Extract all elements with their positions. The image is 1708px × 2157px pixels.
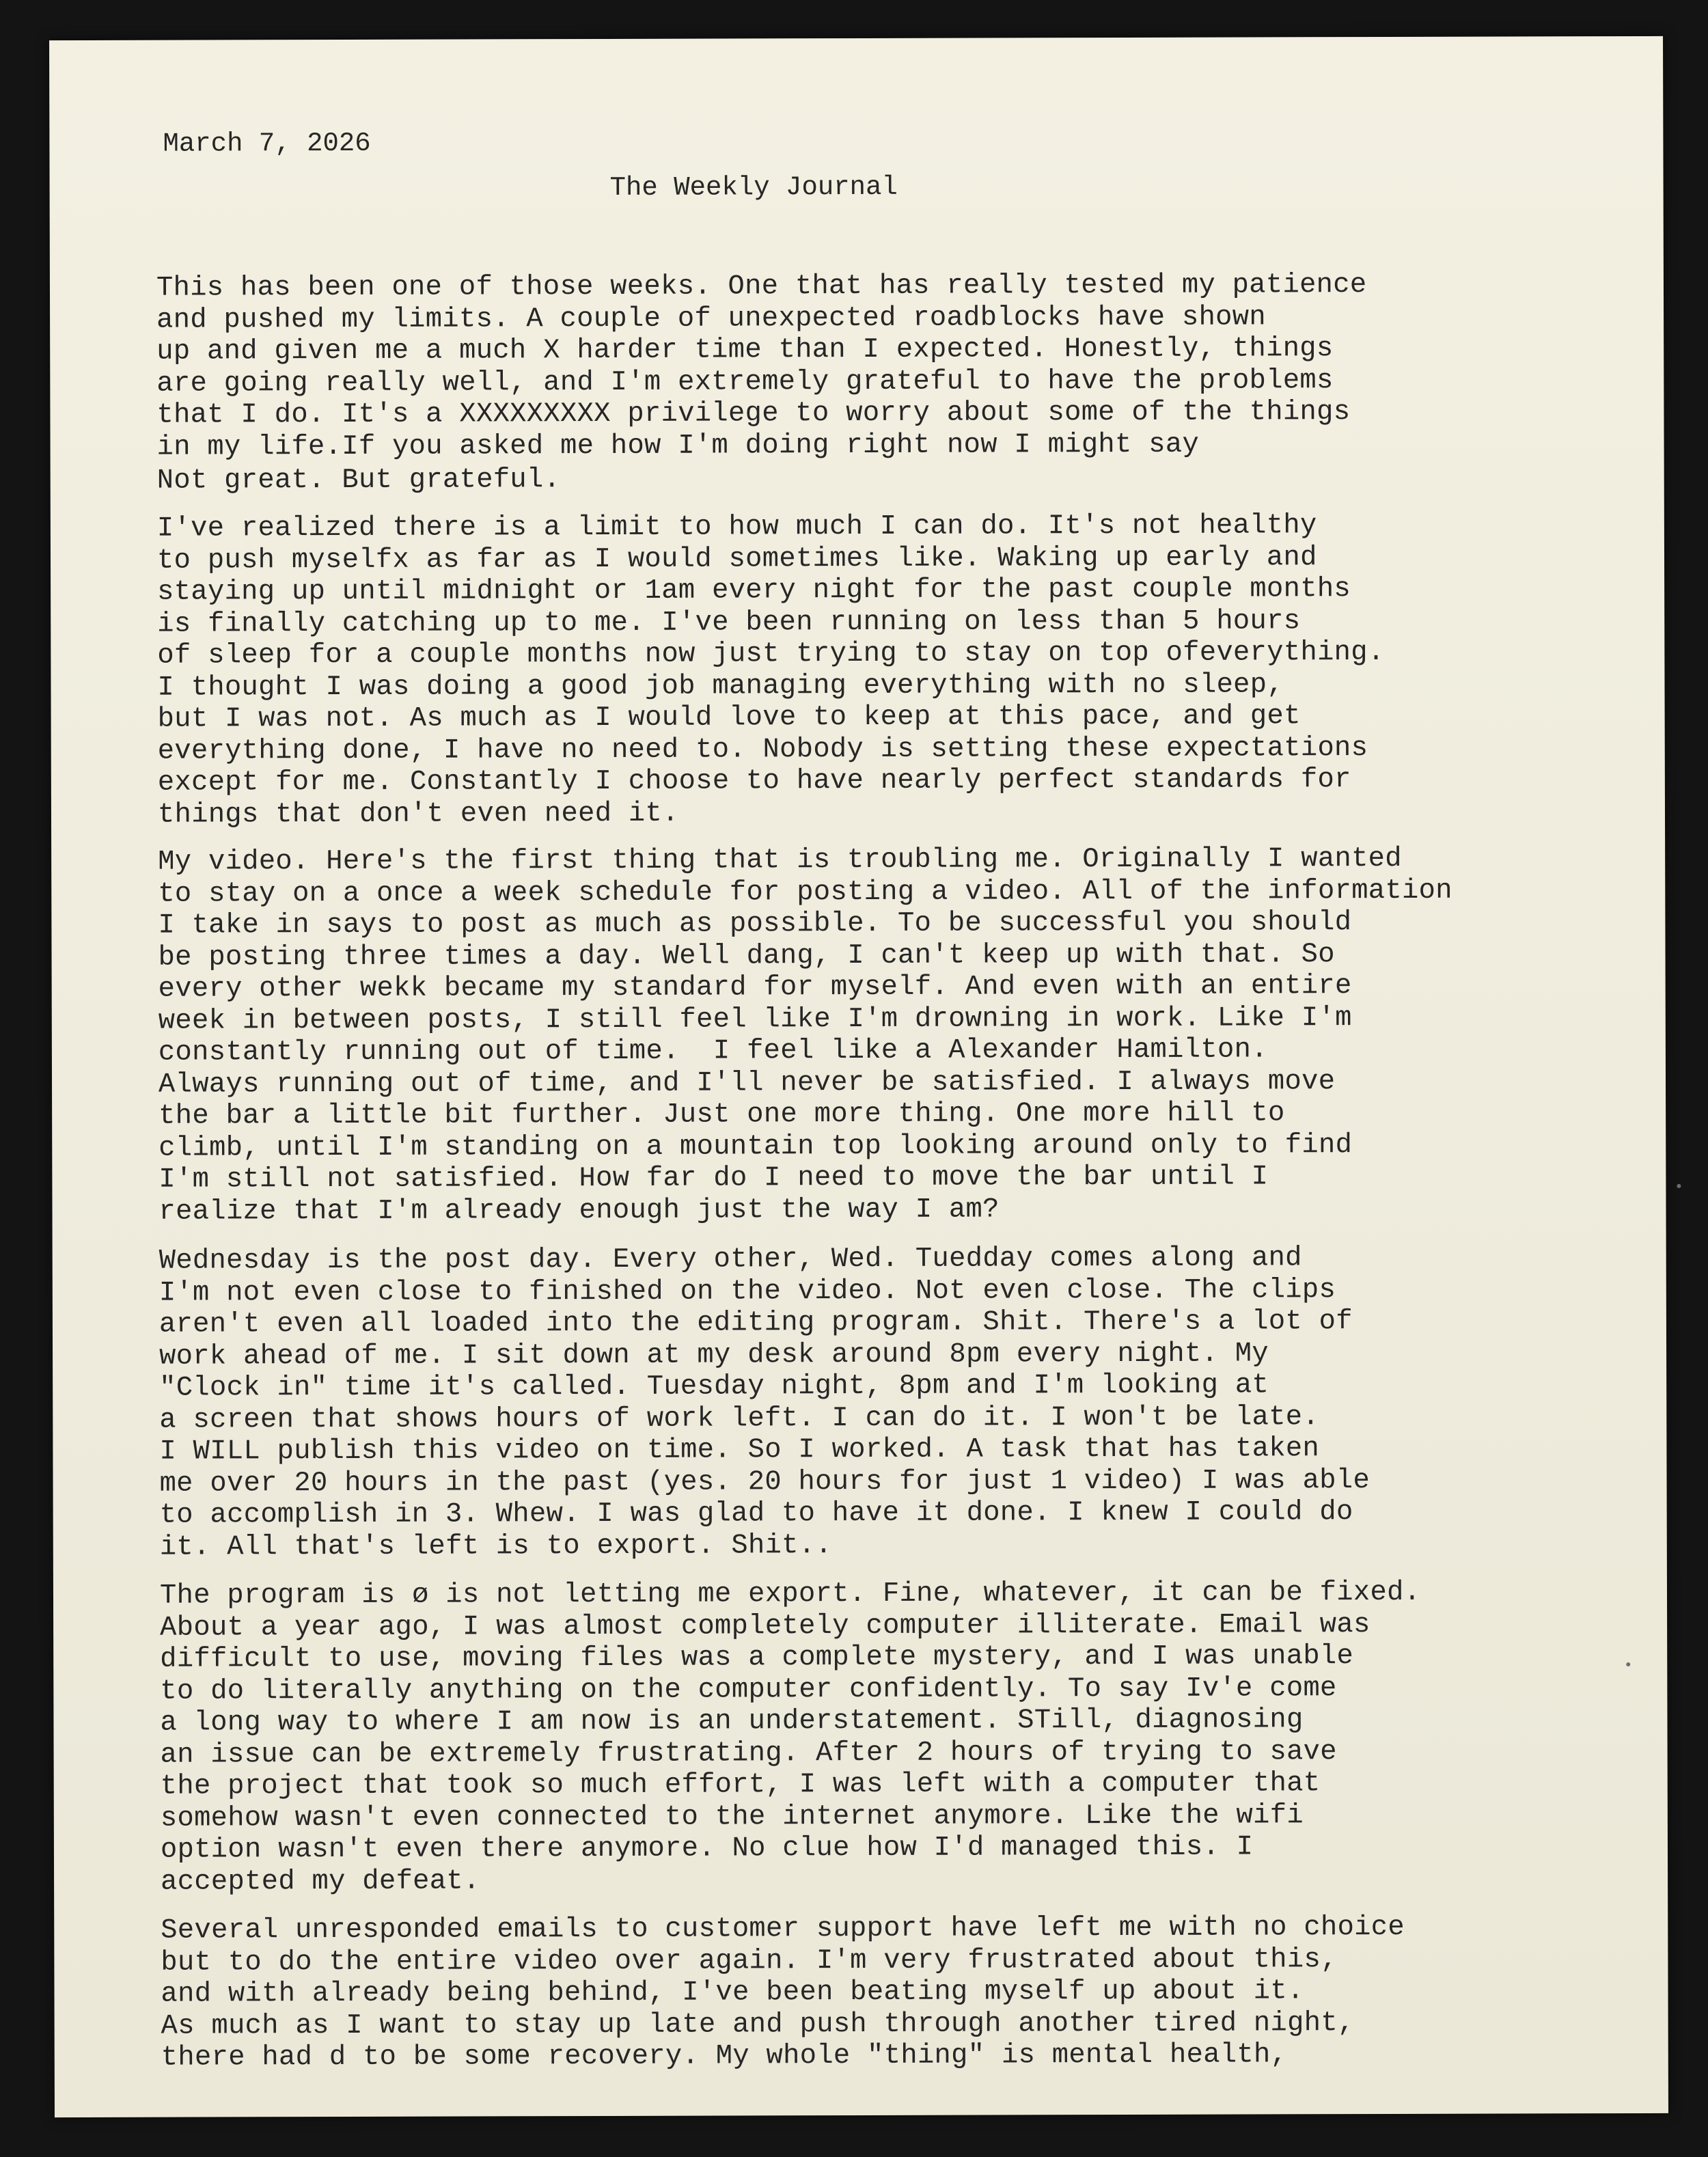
text-line: work ahead of me. I sit down at my desk around 8pm every night. My [159,1337,1269,1373]
text-line: Wednesday is the post day. Every other, Wed. Tuedday comes along and [159,1242,1302,1277]
text-line: the bar a little bit further. Just one more thing. One more hill to [159,1097,1285,1132]
text-line: I thought I was doing a good job managing everything with no sleep, [157,668,1284,704]
paragraph-2 [157,461,1640,497]
text-line: I take in says to post as much as possible. To be successful you should [158,907,1352,942]
text-line: The program is ø is not letting me export. Fine, whatever, it can be fixed. [159,1576,1421,1612]
text-line: to do literally anything on the computer confidently. To say Iv'e come [160,1672,1337,1707]
paragraph-1 [156,269,1640,463]
text-line: but to do the entire video over again. I'm very frustrated about this, [161,1943,1338,1979]
text-line: option wasn't even there anymore. No clue how I'd managed this. I [160,1831,1254,1866]
text-line: things that don't even need it. [157,797,679,831]
text-line: realize that I'm already enough just the way I am? [159,1193,1000,1228]
paper-speck [1677,1184,1681,1188]
text-line: but I was not. As much as I would love to keep at this pace, and get [157,700,1301,735]
text-line: to stay on a once a week schedule for posting a video. All of the information [158,875,1452,910]
paragraph-3 [157,509,1640,831]
text-line: every other wekk became my standard for myself. And even with an entire [158,970,1352,1005]
paragraph-6 [160,1576,1643,1898]
paper-sheet [49,36,1668,2117]
text-line: there had d to be some recovery. My whole "thing" is mental health, [161,2039,1288,2074]
text-line: everything done, I have no need to. Nobody is setting these expectations [157,732,1368,767]
journal-date: March 7, 2026 [163,128,371,159]
text-line: constantly running out of time. I feel like a Alexander Hamilton. [158,1034,1268,1069]
text-line: the project that took so much effort, I was left with a computer that [160,1768,1321,1802]
text-line: a screen that shows hours of work left. I can do it. I won't be late. [159,1401,1320,1436]
text-line: up and given me a much X harder time than I expected. Honestly, things [156,333,1334,368]
text-line: a long way to where I am now is an understatement. STill, diagnosing [160,1704,1304,1739]
paragraph-7 [161,1911,1644,2074]
text-line: in my life.If you asked me how I'm doing right now I might say [156,428,1200,463]
text-line: This has been one of those weeks. One that has really tested my patience [156,269,1367,304]
text-line: climb, until I'm standing on a mountain top looking around only to find [159,1129,1353,1164]
text-line: week in between posts, I still feel like I'm drowning in work. Like I'm [158,1002,1352,1037]
paragraph-4 [158,842,1641,1228]
text-line: I'm not even close to finished on the video. Not even close. The clips [159,1274,1336,1309]
text-line: be posting three times a day. Well dang, I can't keep up with that. So [158,938,1335,974]
text-line: I've realized there is a limit to how much I can do. It's not healthy [156,510,1317,545]
paragraph-5 [159,1241,1642,1563]
text-line: is finally catching up to me. I've been running on less than 5 hours [157,605,1301,640]
text-line: are going really well, and I'm extremely grateful to have the problems [156,364,1334,400]
text-line: Not great. But grateful. [156,464,561,497]
text-line: me over 20 hours in the past (yes. 20 hours for just 1 video) I was able [159,1464,1370,1500]
paper-speck [1626,1662,1630,1666]
text-line: About a year ago, I was almost completely computer illiterate. Email was [160,1608,1370,1644]
text-line: I'm still not satisfied. How far do I need to move the bar until I [159,1161,1269,1196]
text-line: and with already being behind, I've been beating myself up about it. [161,1975,1304,2010]
text-line: My video. Here's the first thing that is troubling me. Originally I wanted [158,842,1402,878]
text-line: staying up until midnight or 1am every night for the past couple months [157,573,1351,608]
text-line: "Clock in" time it's called. Tuesday night, 8pm and I'm looking at [159,1369,1269,1404]
text-line: to accomplish in 3. Whew. I was glad to have it done. I knew I could do [159,1496,1353,1531]
text-line: except for me. Constantly I choose to have nearly perfect standards for [157,764,1351,799]
text-line: difficult to use, moving files was a complete mystery, and I was unable [160,1640,1354,1675]
journal-title: The Weekly Journal [609,171,898,203]
text-line: As much as I want to stay up late and push through another tired night, [161,2007,1355,2042]
text-line: of sleep for a couple months now just trying to stay on top ofeverything. [157,636,1385,672]
text-line: and pushed my limits. A couple of unexpected roadblocks have shown [156,301,1267,336]
text-line: Always running out of time, and I'll never be satisfied. I always move [158,1065,1336,1101]
text-line: that I do. It's a XXXXXXXXX privilege to worry about some of the things [156,396,1351,431]
text-line: aren't even all loaded into the editing program. Shit. There's a lot of [159,1306,1353,1341]
text-line: accepted my defeat. [161,1865,480,1898]
text-line: somehow wasn't even connected to the internet anymore. Like the wifi [160,1799,1304,1835]
text-line: it. All that's left is to export. Shit.. [159,1529,833,1563]
text-line: to push myselfx as far as I would sometimes like. Waking up early and [156,541,1317,577]
text-line: an issue can be extremely frustrating. After 2 hours of trying to save [160,1735,1337,1771]
text-line: Several unresponded emails to customer support have left me with no choice [161,1911,1405,1947]
text-line: I WILL publish this video on time. So I worked. A task that has taken [159,1433,1320,1468]
